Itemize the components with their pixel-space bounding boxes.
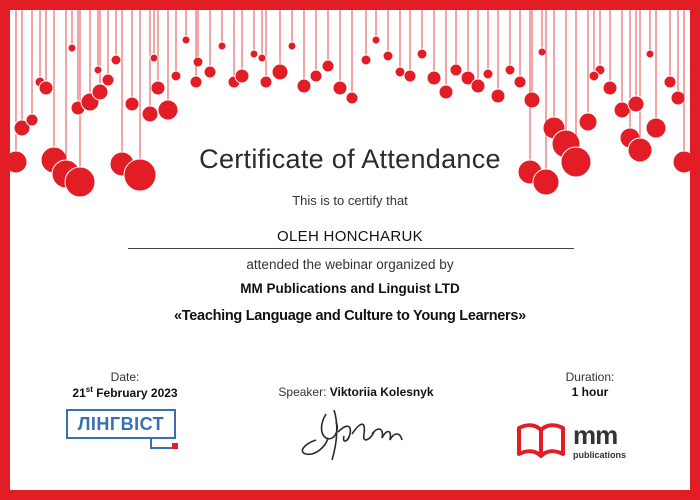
lingvist-logo-dot: [172, 443, 178, 449]
date-day: 21: [72, 386, 86, 400]
mm-publications-logo: [515, 420, 655, 468]
bauble: [68, 44, 76, 52]
hanging-baubles-decoration: [10, 10, 690, 210]
attended-text: attended the webinar organized by: [246, 257, 454, 272]
bauble: [589, 71, 599, 81]
lingvist-logo: [66, 409, 182, 451]
bauble: [102, 74, 114, 86]
bauble: [193, 57, 203, 67]
bauble: [372, 36, 380, 44]
bauble: [628, 96, 644, 112]
bauble: [322, 60, 334, 72]
bauble: [260, 76, 272, 88]
bauble: [333, 81, 347, 95]
bauble: [427, 71, 441, 85]
lingvist-wordmark: ЛІНГВІСТ: [66, 409, 176, 439]
bauble: [671, 91, 685, 105]
date-rest: February 2023: [92, 386, 178, 400]
bauble: [204, 66, 216, 78]
bauble: [250, 50, 258, 58]
bauble: [235, 69, 249, 83]
bauble: [310, 70, 322, 82]
bauble: [158, 100, 178, 120]
date-label: Date:: [110, 370, 140, 384]
date-block: [65, 370, 185, 400]
mm-subtitle: publications: [573, 450, 627, 460]
bauble: [579, 113, 597, 131]
bauble: [646, 50, 654, 58]
bauble: [514, 76, 526, 88]
bauble: [272, 64, 288, 80]
open-book-icon: [515, 422, 567, 460]
bauble: [664, 76, 676, 88]
bauble: [346, 92, 358, 104]
bauble: [524, 92, 540, 108]
duration-label: Duration:: [565, 370, 615, 384]
speaker-signature: [286, 400, 416, 465]
bauble: [417, 49, 427, 59]
bauble: [182, 36, 190, 44]
date-suffix: st: [85, 385, 93, 394]
bauble: [483, 69, 493, 79]
bauble: [439, 85, 453, 99]
bauble: [404, 70, 416, 82]
certify-text: This is to certify that: [292, 193, 408, 208]
bauble: [395, 67, 405, 77]
bauble: [171, 71, 181, 81]
bauble: [383, 51, 393, 61]
bauble: [92, 84, 108, 100]
speaker-label: Speaker:: [278, 385, 327, 399]
bauble: [26, 114, 38, 126]
mm-wordmark: mm: [573, 420, 618, 450]
recipient-name: OLEH HONCHARUK: [277, 228, 423, 245]
speaker-line: [256, 385, 456, 399]
bauble: [288, 42, 296, 50]
lingvist-logo-tail: [150, 437, 174, 449]
name-underline: [128, 248, 574, 249]
bauble: [151, 81, 165, 95]
bauble: [150, 54, 158, 62]
bauble: [111, 55, 121, 65]
webinar-title: «Teaching Language and Culture to Young Learners»: [174, 308, 526, 324]
organizer-name: MM Publications and Linguist LTD: [240, 281, 460, 296]
bauble: [218, 42, 226, 50]
bauble: [258, 54, 266, 62]
bauble: [505, 65, 515, 75]
bauble: [125, 97, 139, 111]
bauble: [297, 79, 311, 93]
bauble: [190, 76, 202, 88]
bauble: [361, 55, 371, 65]
bauble: [39, 81, 53, 95]
date-value: [65, 385, 185, 400]
bauble: [603, 81, 617, 95]
bauble: [142, 106, 158, 122]
certificate-title: Certificate of Attendance: [199, 144, 501, 174]
bauble: [491, 89, 505, 103]
duration-block: [550, 370, 630, 399]
bauble: [450, 64, 462, 76]
duration-value: 1 hour: [571, 385, 609, 399]
bauble: [94, 66, 102, 74]
bauble: [538, 48, 546, 56]
bauble: [646, 118, 666, 138]
speaker-name: Viktoriia Kolesnyk: [329, 385, 434, 399]
bauble: [471, 79, 485, 93]
